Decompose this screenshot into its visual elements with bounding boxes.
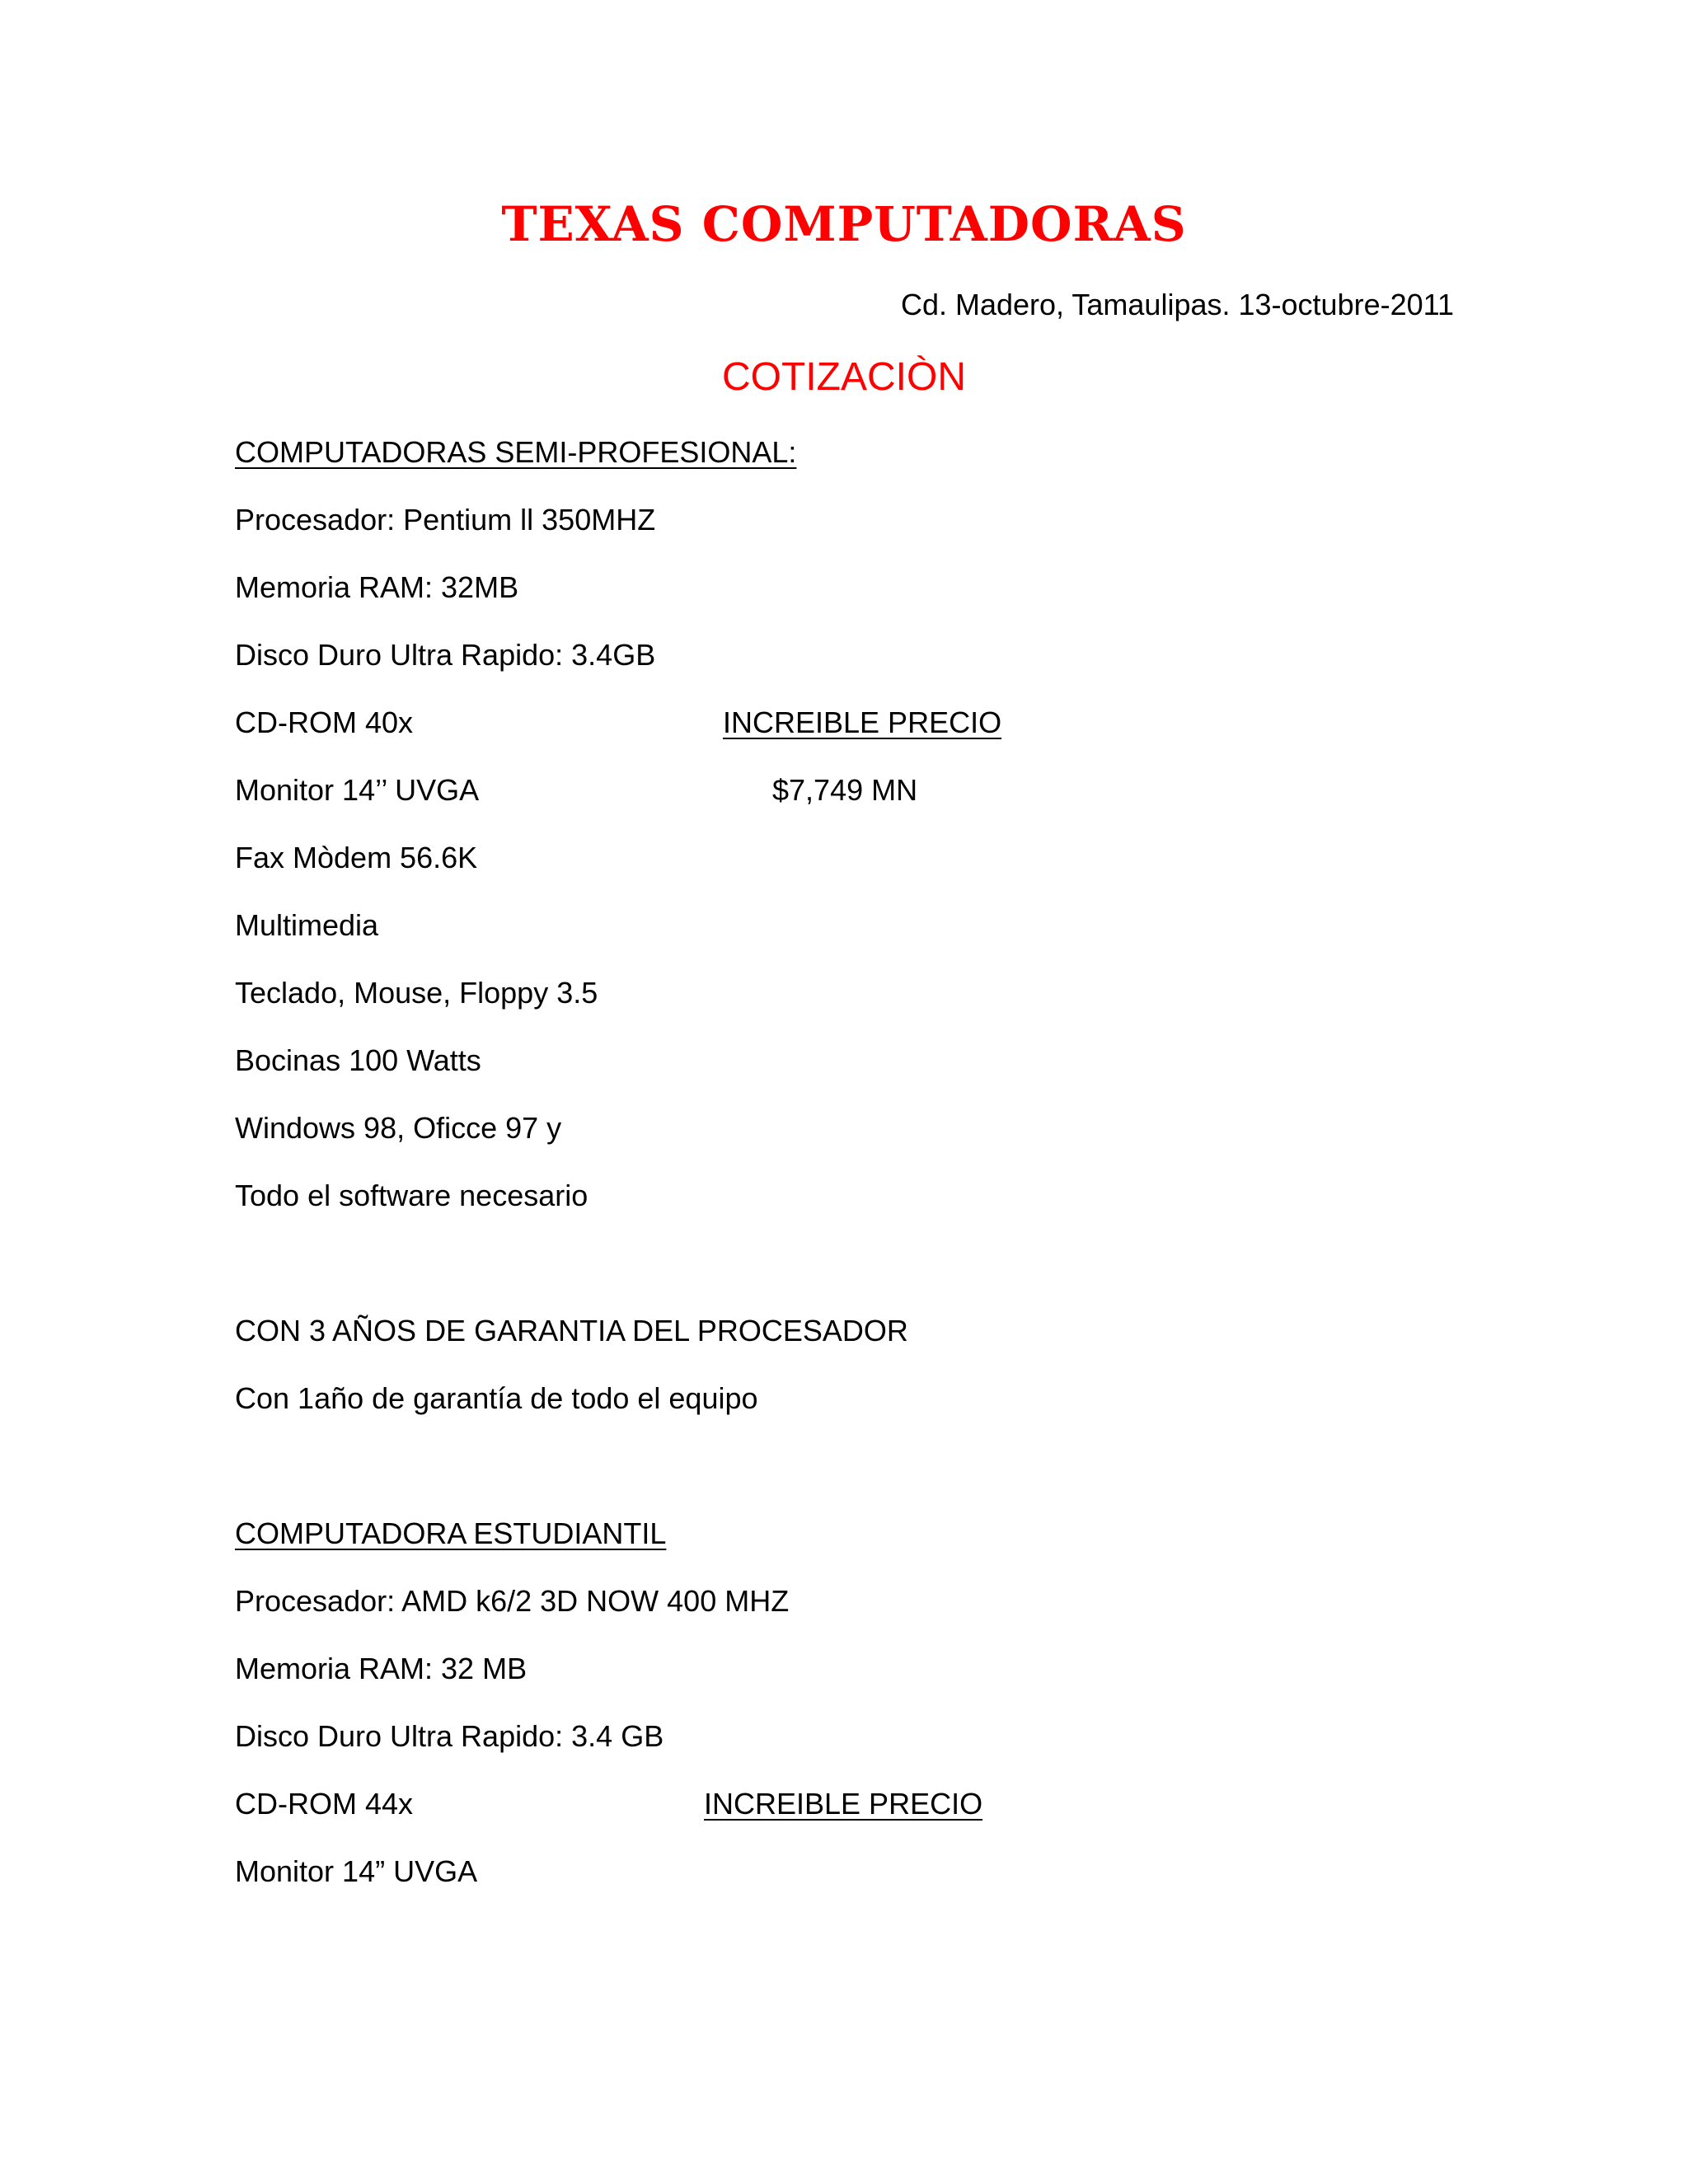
- location-date: Cd. Madero, Tamaulipas. 13-octubre-2011: [900, 288, 1454, 321]
- spec-peripherals: Teclado, Mouse, Floppy 3.5: [235, 976, 598, 1010]
- spec-fax-modem: Fax Mòdem 56.6K: [235, 841, 478, 874]
- semi-price-label: INCREIBLE PRECIO: [723, 705, 1002, 739]
- student-spec-monitor: Monitor 14” UVGA: [235, 1854, 478, 1888]
- student-price-label: INCREIBLE PRECIO: [704, 1787, 983, 1821]
- spec-ram: Memoria RAM: 32MB: [235, 570, 519, 604]
- estudiantil-heading: COMPUTADORA ESTUDIANTIL: [235, 1516, 667, 1550]
- spec-monitor: Monitor 14’’ UVGA: [235, 773, 480, 807]
- spec-disk: Disco Duro Ultra Rapido: 3.4GB: [235, 638, 656, 672]
- student-spec-disk: Disco Duro Ultra Rapido: 3.4 GB: [235, 1719, 664, 1753]
- student-spec-cdrom: CD-ROM 44x: [235, 1787, 414, 1821]
- semi-profesional-heading: COMPUTADORAS SEMI-PROFESIONAL:: [235, 435, 797, 469]
- spec-processor: Procesador: Pentium ll 350MHZ: [235, 503, 656, 537]
- student-spec-processor: Procesador: AMD k6/2 3D NOW 400 MHZ: [235, 1584, 790, 1618]
- spec-speakers: Bocinas 100 Watts: [235, 1043, 481, 1077]
- warranty-equipment: Con 1año de garantía de todo el equipo: [235, 1381, 758, 1415]
- quotation-heading: COTIZACIÒN: [722, 355, 966, 399]
- spec-software: Windows 98, Oficce 97 y: [235, 1111, 562, 1145]
- spec-software-note: Todo el software necesario: [235, 1179, 588, 1212]
- warranty-processor: CON 3 AÑOS DE GARANTIA DEL PROCESADOR: [235, 1314, 908, 1347]
- company-title: TEXAS COMPUTADORAS: [501, 196, 1187, 252]
- spec-cdrom: CD-ROM 40x: [235, 705, 414, 739]
- semi-price: $7,749 MN: [772, 773, 918, 807]
- student-spec-ram: Memoria RAM: 32 MB: [235, 1652, 528, 1685]
- spec-multimedia: Multimedia: [235, 908, 379, 942]
